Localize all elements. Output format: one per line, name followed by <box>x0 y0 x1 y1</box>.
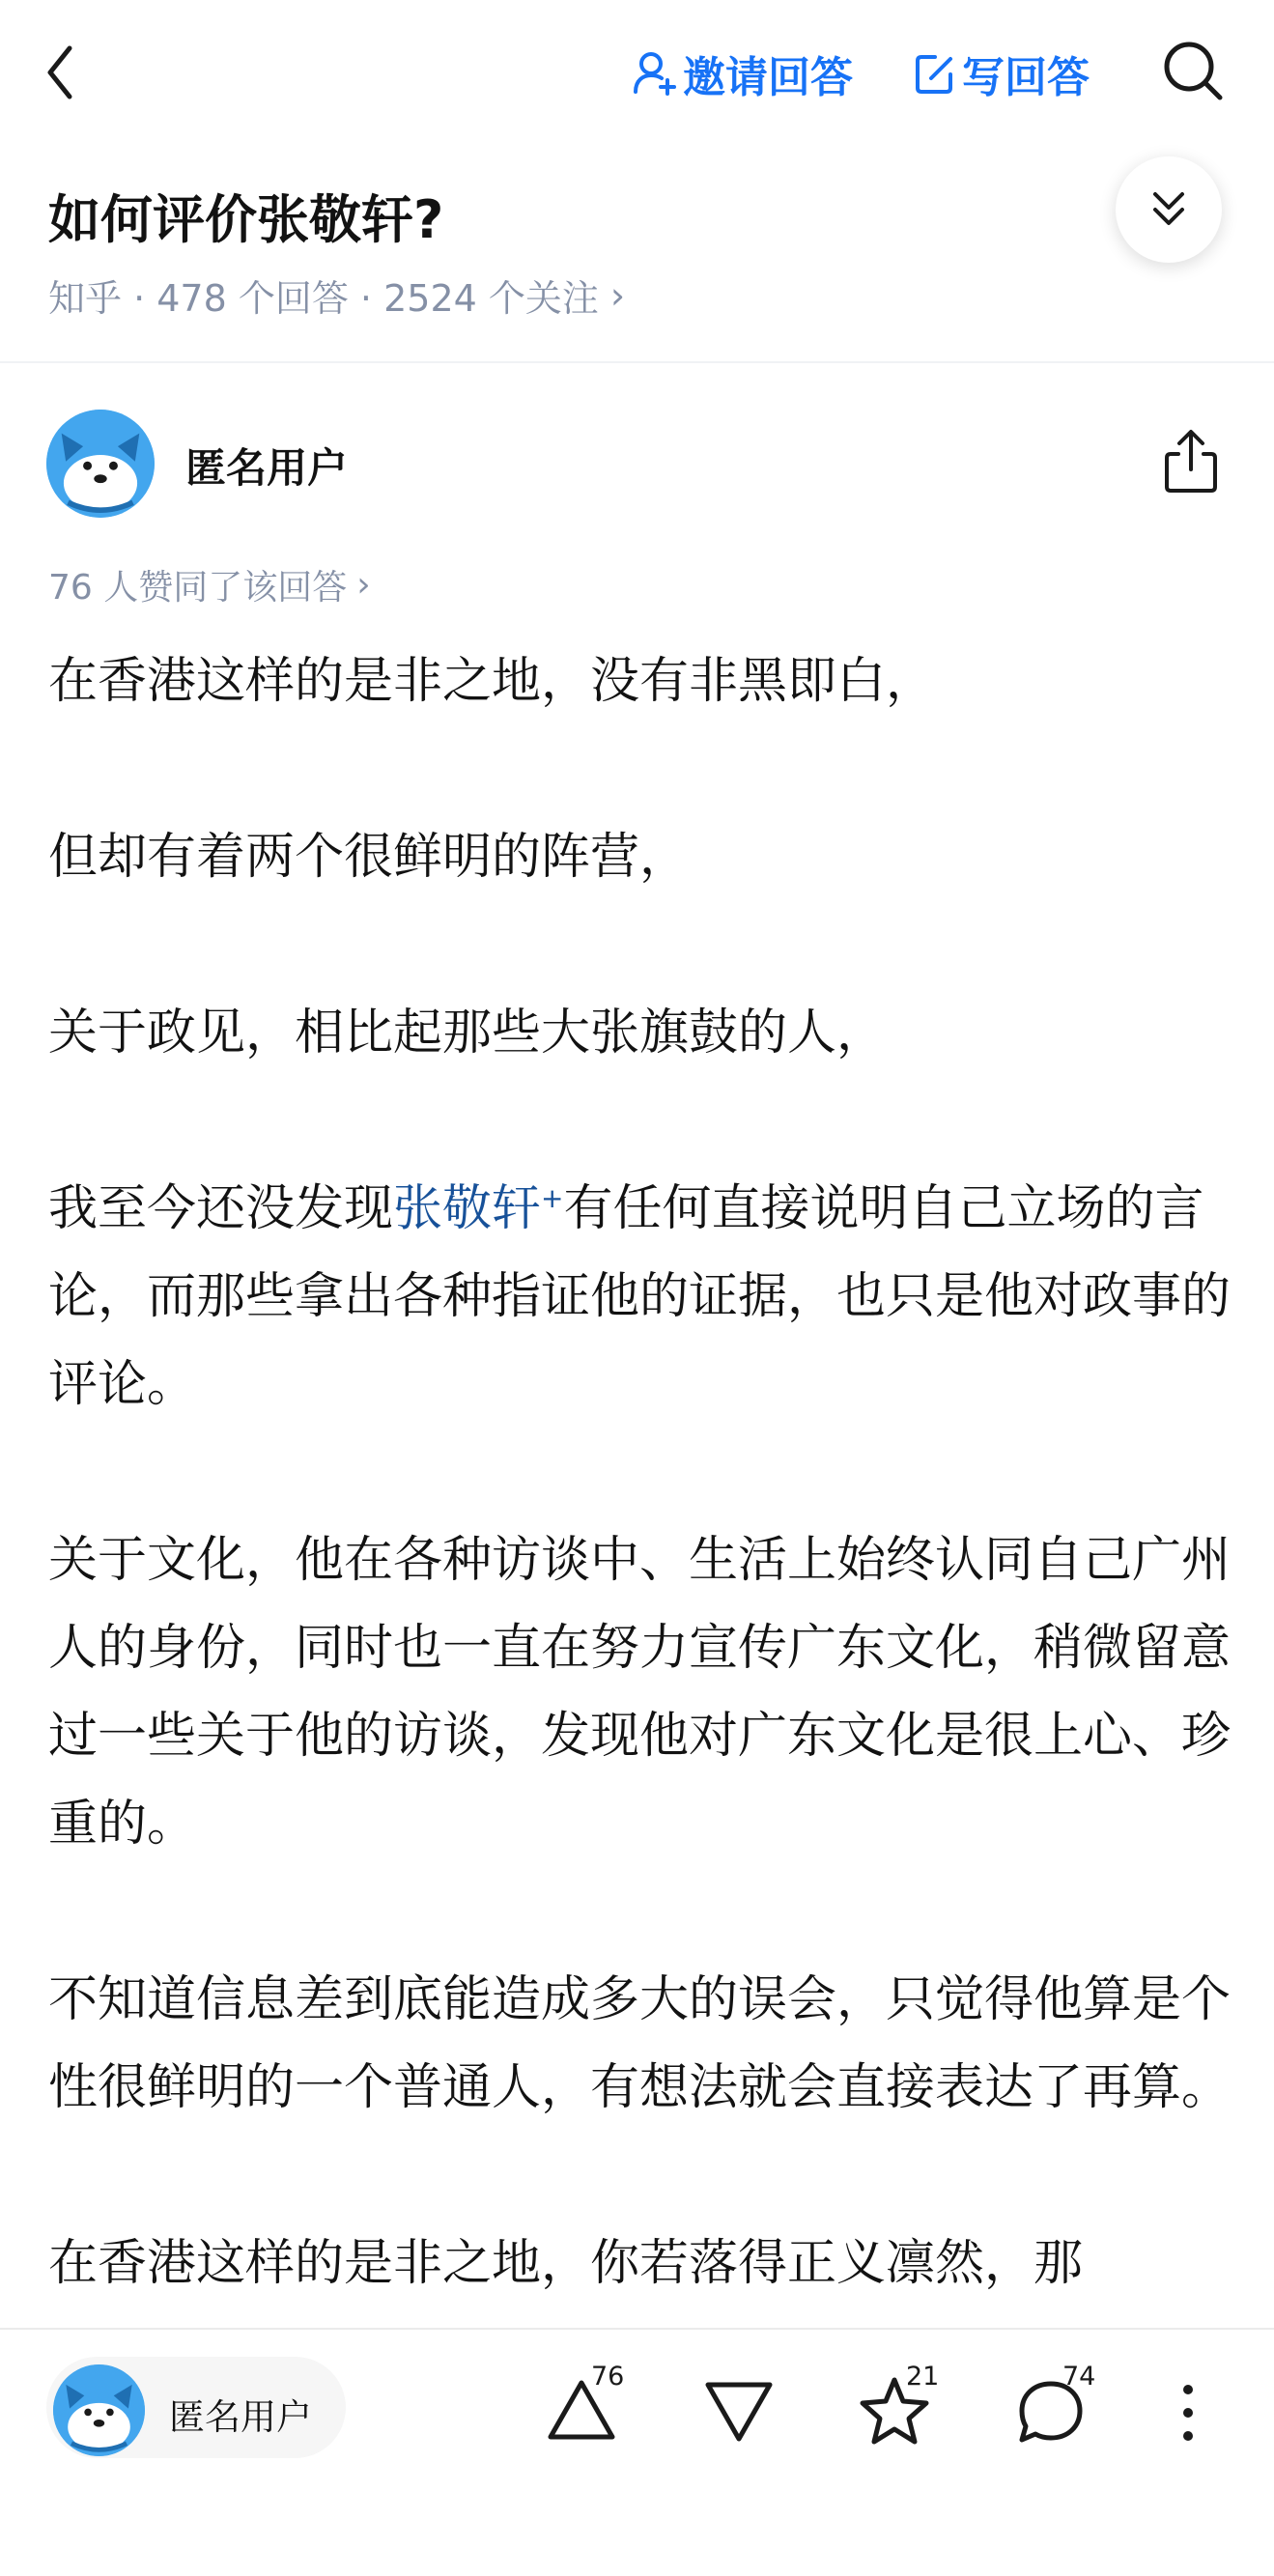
paragraph: 关于政见，相比起那些大张旗鼓的人， <box>48 1005 887 1062</box>
votes-text: 76 人赞同了该回答 <box>48 568 348 608</box>
edit-icon <box>914 51 956 96</box>
question-title[interactable]: 如何评价张敬轩? <box>48 189 444 250</box>
paragraph-text: 有任何直接说明自己立场的言论，而那些拿出各种指证他的证据，也只是他对政事的评论。 <box>48 1180 1232 1413</box>
author-name[interactable]: 匿名用户 <box>185 444 349 492</box>
share-button[interactable] <box>1159 427 1223 496</box>
double-chevron-down-icon <box>1149 188 1188 231</box>
entity-link-plus-icon: + <box>541 1182 564 1214</box>
downvote-triangle-icon <box>700 2373 778 2450</box>
anonymous-avatar-icon <box>46 410 155 518</box>
search-icon <box>1159 37 1227 104</box>
avatar[interactable] <box>46 410 155 518</box>
paragraph <box>48 1165 1232 1429</box>
more-button[interactable] <box>1164 2374 1212 2451</box>
search-button[interactable] <box>1159 37 1227 104</box>
write-answer-label: 写回答 <box>962 53 1090 102</box>
collapse-button[interactable] <box>1116 156 1222 263</box>
write-answer-button[interactable] <box>914 42 1090 104</box>
question-meta[interactable] <box>48 269 625 322</box>
upvote-count: 76 <box>591 2362 625 2392</box>
paragraph: 在香港这样的是非之地，你若落得正义凛然，那 <box>48 2235 1084 2292</box>
invite-person-icon <box>633 49 677 98</box>
answer-content <box>48 637 1232 2323</box>
comment-count: 74 <box>1062 2362 1096 2392</box>
question-meta-text: 知乎 · 478 个回答 · 2524 个关注 <box>48 277 599 320</box>
favorite-count: 21 <box>906 2362 940 2392</box>
bottom-author-name[interactable]: 匿名用户 <box>169 2396 312 2438</box>
downvote-button[interactable] <box>700 2373 778 2450</box>
anonymous-avatar-icon <box>53 2364 145 2456</box>
paragraph: 在香港这样的是非之地，没有非黑即白， <box>48 653 936 710</box>
chevron-right-icon: › <box>609 273 626 317</box>
paragraph: 但却有着两个很鲜明的阵营， <box>48 829 690 886</box>
invite-answer-label: 邀请回答 <box>683 53 853 102</box>
more-vertical-icon <box>1164 2374 1212 2451</box>
paragraph-text: 我至今还没发现 <box>48 1180 394 1237</box>
back-arrow-icon <box>39 39 87 106</box>
paragraph: 不知道信息差到底能造成多大的误会，只觉得他算是个性很鲜明的一个普通人，有想法就会直接表达了再算。 <box>48 1971 1232 2116</box>
avatar[interactable] <box>53 2364 145 2456</box>
paragraph: 关于文化，他在各种访谈中、生活上始终认同自己广州人的身份，同时也一直在努力宣传广东文化，稍微留意过一些关于他的访谈，发现他对广东文化是很上心、珍重的。 <box>48 1532 1232 1853</box>
back-button[interactable] <box>39 39 87 106</box>
entity-link[interactable]: 张敬轩 <box>393 1180 542 1237</box>
voters-link[interactable] <box>48 560 371 609</box>
section-divider <box>0 361 1274 363</box>
share-icon <box>1159 427 1223 496</box>
invite-answer-button[interactable] <box>633 42 853 104</box>
chevron-right-icon: › <box>356 565 371 605</box>
